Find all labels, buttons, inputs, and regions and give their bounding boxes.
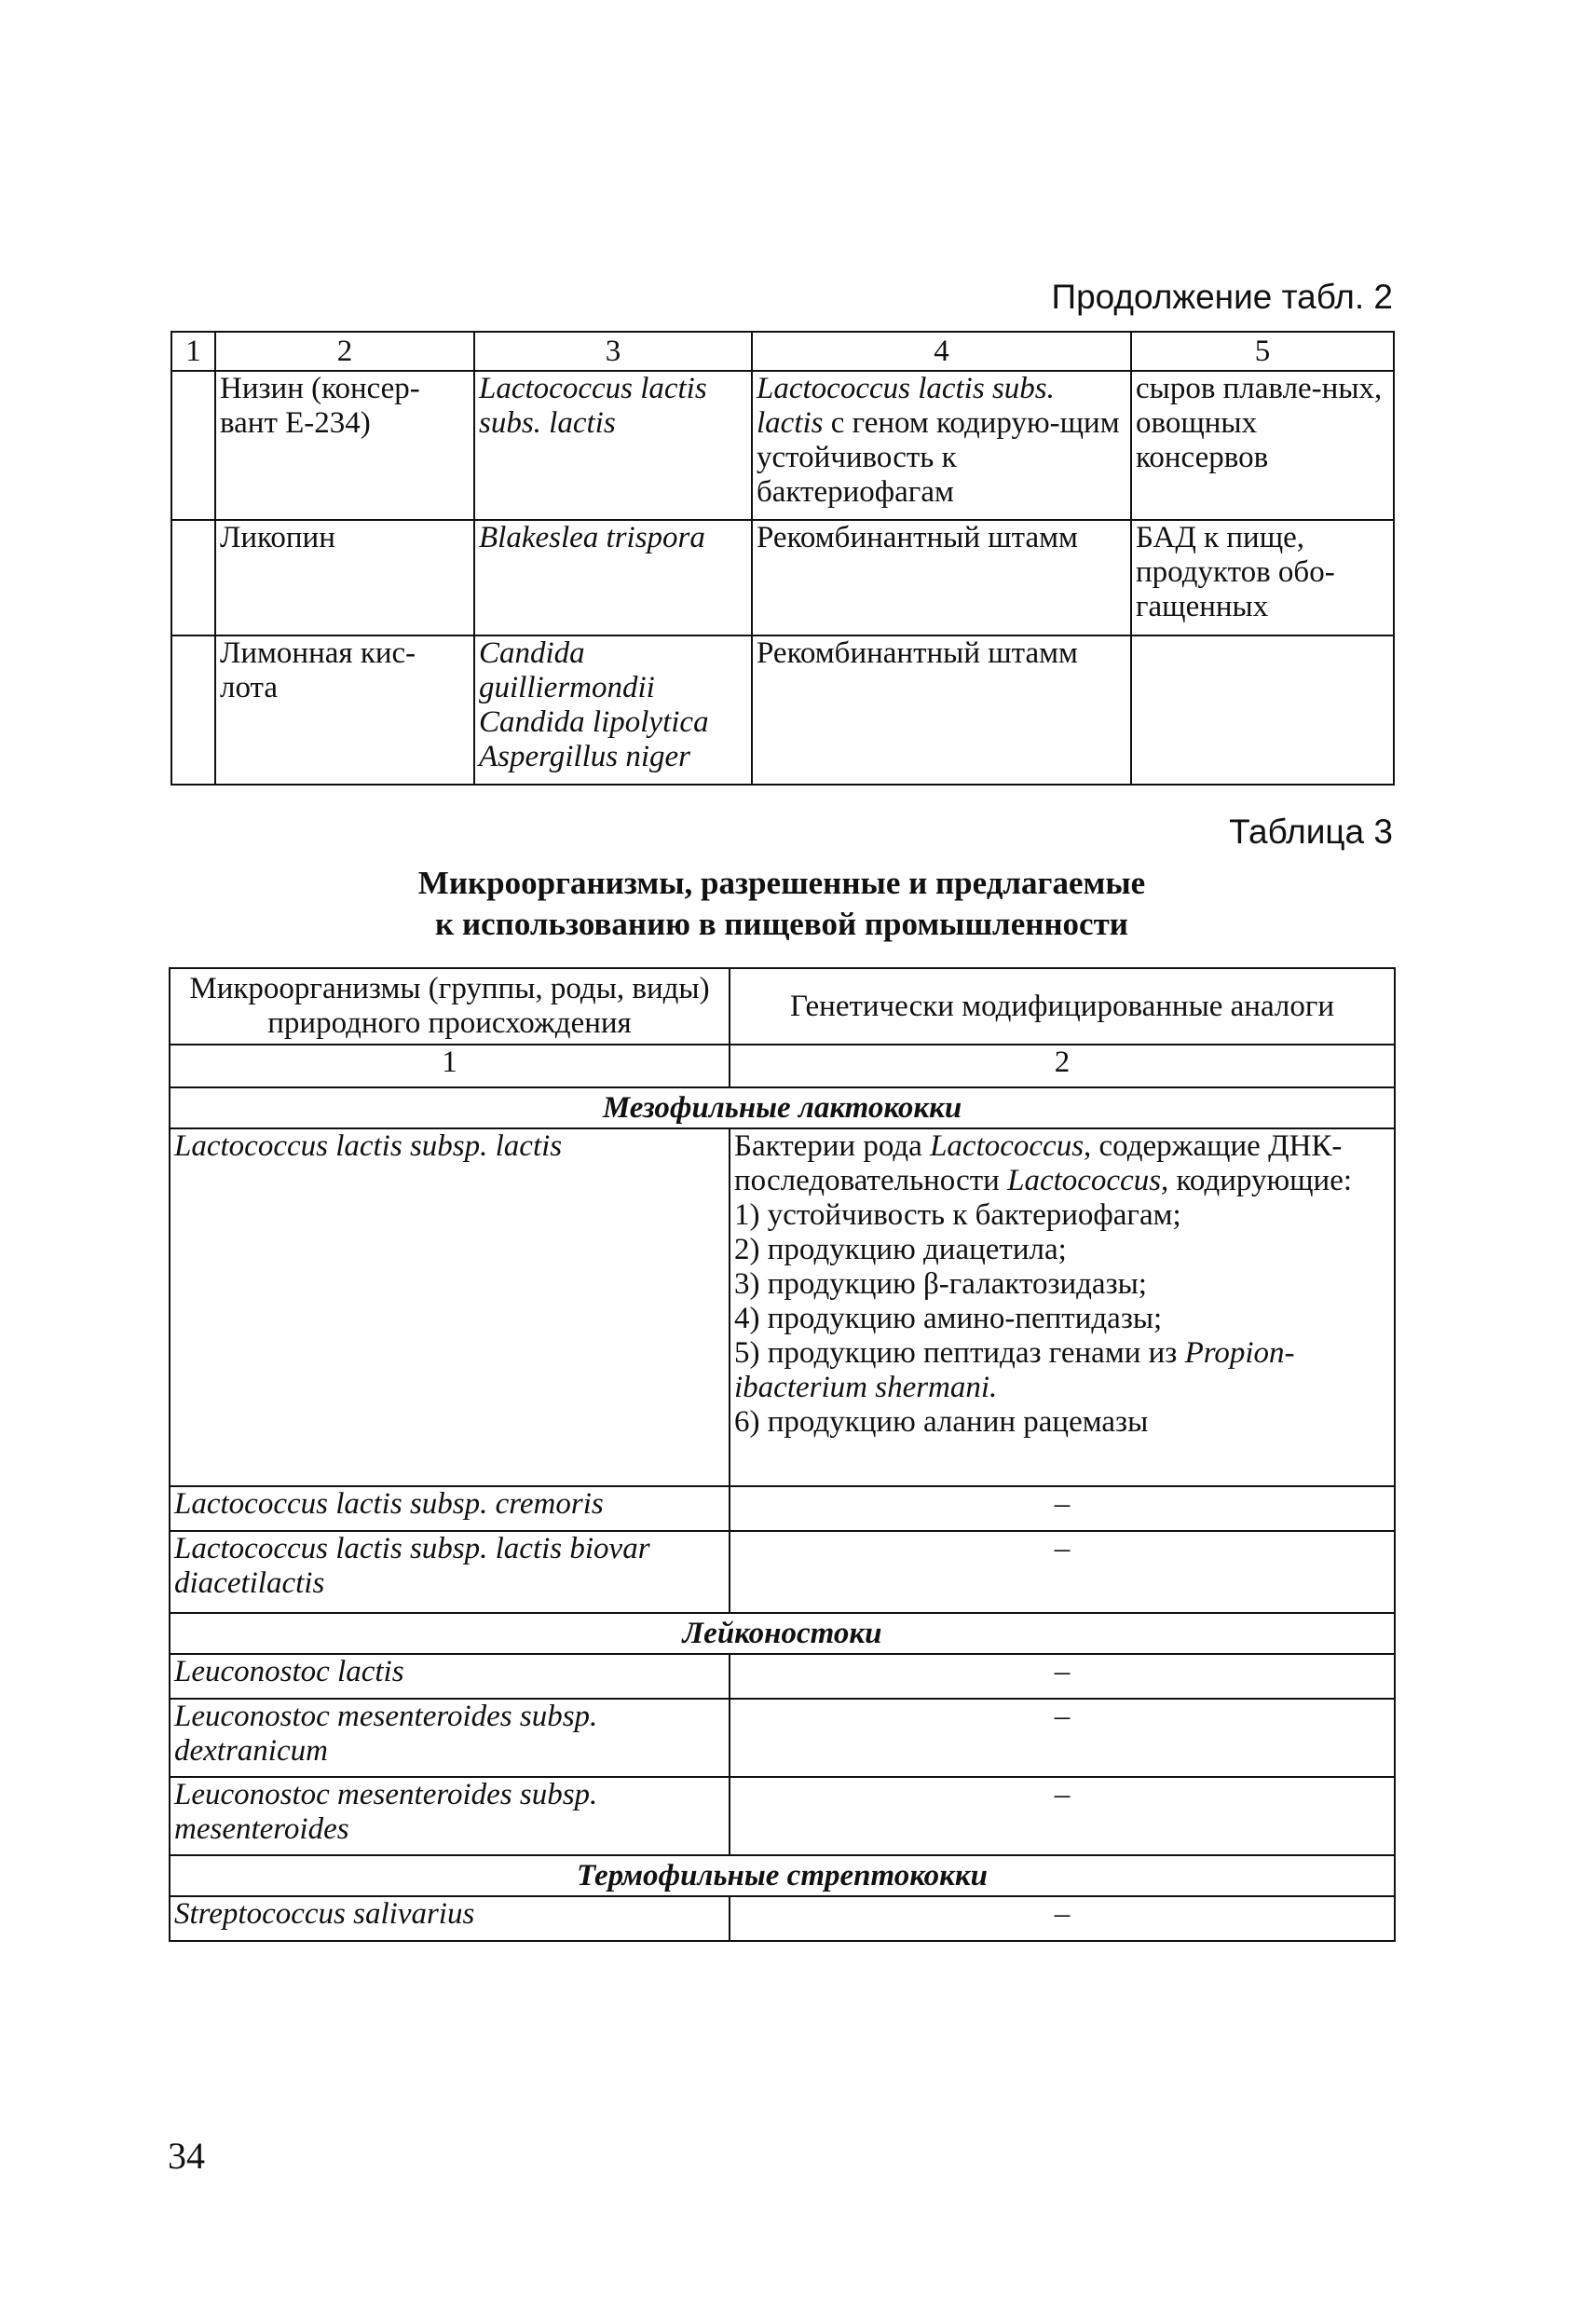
microorganism-name: Lactococcus lactis subsp. cremoris bbox=[170, 1486, 730, 1531]
column-number: 1 bbox=[171, 332, 215, 371]
strain-note: с геном кодирую-щим устойчивость к бактериофагам bbox=[757, 406, 1120, 509]
gm-analogue: – bbox=[730, 1486, 1395, 1531]
gm-analogue: – bbox=[730, 1699, 1395, 1777]
table-3-title-line: к использованию в пищевой промышленности bbox=[435, 906, 1128, 942]
microorganism-name: Leuconostoc mesenteroides subsp. mesenteroides bbox=[170, 1777, 730, 1855]
text-fragment: Бактерии рода bbox=[734, 1129, 931, 1163]
gm-list-item: 2) продукцию диацетила; bbox=[734, 1233, 1067, 1266]
substance-name: Лимонная кис-лота bbox=[215, 635, 474, 785]
column-number: 1 bbox=[170, 1045, 730, 1087]
microorganism-name: Lactococcus lactis subsp. lactis bbox=[170, 1128, 730, 1486]
table-cell bbox=[171, 520, 215, 635]
gm-intro bbox=[734, 1129, 1390, 1198]
table-3-caption: Таблица 3 bbox=[1229, 813, 1393, 851]
microorganism-name: Leuconostoc lactis bbox=[170, 1654, 730, 1699]
organism-name: Propion-ibacterium shermani. bbox=[734, 1336, 1295, 1404]
table-row bbox=[170, 1486, 1395, 1531]
table-row bbox=[171, 371, 1394, 520]
strain-description: Рекомбинантный штамм bbox=[752, 635, 1131, 785]
table-row bbox=[170, 1128, 1395, 1486]
gm-list-item: 3) продукцию β-галактозидазы; bbox=[734, 1267, 1147, 1301]
page-number: 34 bbox=[168, 2135, 205, 2177]
table-2-continued bbox=[171, 331, 1395, 786]
genus-name: Lactococcus bbox=[930, 1129, 1084, 1163]
application-area: БАД к пище, продуктов обо-гащенных bbox=[1131, 520, 1394, 635]
microorganism-name: Streptococcus salivarius bbox=[170, 1896, 730, 1941]
gm-analogue: – bbox=[730, 1531, 1395, 1613]
table-continuation-caption: Продолжение табл. 2 bbox=[1051, 278, 1393, 316]
table-row bbox=[171, 520, 1394, 635]
application-area: сыров плавле-ных, овощных консервов bbox=[1131, 371, 1394, 520]
producer-organism: Lactococcus lactis subs. lactis bbox=[474, 371, 752, 520]
table-3-title-line: Микроорганизмы, разрешенные и предлагаемые bbox=[417, 865, 1146, 901]
application-area bbox=[1131, 635, 1394, 785]
section-row bbox=[170, 1855, 1395, 1896]
table-row bbox=[170, 1654, 1395, 1699]
column-header: Микроорганизмы (группы, роды, виды) природного происхождения bbox=[170, 968, 730, 1045]
substance-name: Ликопин bbox=[215, 520, 474, 635]
column-number: 5 bbox=[1131, 332, 1394, 371]
gm-analogue: – bbox=[730, 1896, 1395, 1941]
table-row bbox=[170, 1777, 1395, 1855]
table-header-row bbox=[170, 968, 1395, 1045]
organism-line: Candida lipolytica bbox=[479, 705, 709, 739]
organism-line: Candida guilliermondii bbox=[479, 636, 655, 704]
genus-name: Lactococcus, bbox=[1007, 1164, 1169, 1197]
gm-list-item: 6) продукцию аланин рацемазы bbox=[734, 1405, 1149, 1439]
table-row bbox=[170, 1896, 1395, 1941]
gm-list-item bbox=[734, 1336, 1390, 1405]
column-number: 4 bbox=[752, 332, 1131, 371]
column-number: 2 bbox=[730, 1045, 1395, 1087]
section-row bbox=[170, 1087, 1395, 1128]
organism-line: Aspergillus niger bbox=[479, 740, 691, 773]
strain-description: Рекомбинантный штамм bbox=[752, 520, 1131, 635]
section-title: Лейконостоки bbox=[170, 1613, 1395, 1654]
table-3 bbox=[169, 967, 1396, 1942]
section-title: Термофильные стрептококки bbox=[170, 1855, 1395, 1896]
table-row bbox=[170, 1699, 1395, 1777]
table-header-row bbox=[171, 332, 1394, 371]
microorganism-name: Leuconostoc mesenteroides subsp. dextranicum bbox=[170, 1699, 730, 1777]
table-3-title bbox=[171, 863, 1393, 945]
column-number-row bbox=[170, 1045, 1395, 1087]
text-fragment: , содержащие ДНК-последовательности bbox=[734, 1129, 1343, 1197]
gm-list-item: 1) устойчивость к бактериофагам; bbox=[734, 1198, 1181, 1232]
producer-organism: Blakeslea trispora bbox=[474, 520, 752, 635]
strain-description bbox=[752, 371, 1131, 520]
section-row bbox=[170, 1613, 1395, 1654]
table-row bbox=[170, 1531, 1395, 1613]
table-cell bbox=[171, 371, 215, 520]
table-row bbox=[171, 635, 1394, 785]
gm-analogue bbox=[730, 1128, 1395, 1486]
column-number: 3 bbox=[474, 332, 752, 371]
column-header: Генетически модифицированные аналоги bbox=[730, 968, 1395, 1045]
producer-organism bbox=[474, 635, 752, 785]
gm-analogue: – bbox=[730, 1654, 1395, 1699]
text-fragment: кодирующие: bbox=[1168, 1164, 1353, 1197]
table-cell bbox=[171, 635, 215, 785]
section-title: Мезофильные лактококки bbox=[170, 1087, 1395, 1128]
substance-name: Низин (консер-вант Е-234) bbox=[215, 371, 474, 520]
column-number: 2 bbox=[215, 332, 474, 371]
gm-analogue: – bbox=[730, 1777, 1395, 1855]
text-fragment: 5) продукцию пептидаз генами из bbox=[734, 1336, 1185, 1370]
microorganism-name: Lactococcus lactis subsp. lactis biovar diacetilactis bbox=[170, 1531, 730, 1613]
strain-name: Lactococcus lactis subs. lactis bbox=[757, 372, 1055, 440]
gm-list-item: 4) продукцию амино-пептидазы; bbox=[734, 1302, 1163, 1335]
